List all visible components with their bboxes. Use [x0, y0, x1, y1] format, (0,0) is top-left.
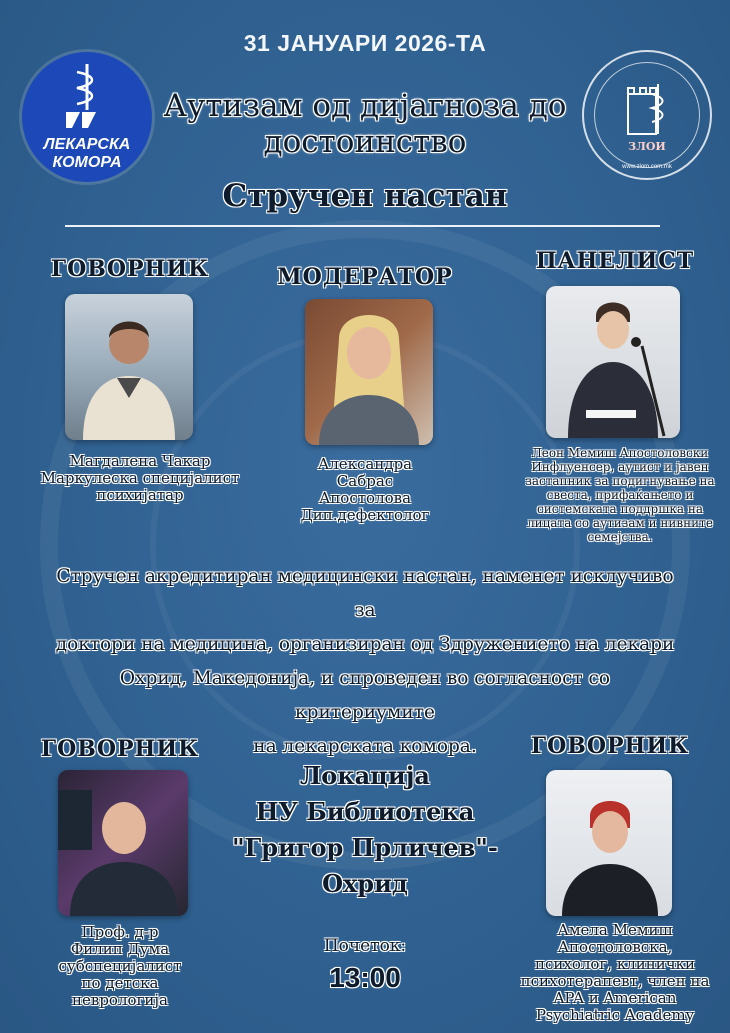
caption-line: Магдалена Чакар: [69, 452, 211, 470]
caption-line: системската поддршка на: [537, 502, 703, 516]
association-url: www.zlom.com.mk: [622, 164, 672, 170]
location-venue: НУ Библиотека: [255, 797, 475, 826]
caption-line: Леон Мемиш Апостоловски: [531, 446, 709, 460]
caption-line: Апостоловска,: [557, 938, 673, 956]
description-line: на лекарската комора.: [253, 736, 477, 757]
start-time: 13:00: [329, 962, 401, 993]
caption-line: Филип Дума: [70, 940, 170, 958]
caption-line: Дип.дефектолог: [300, 506, 430, 524]
role-speaker-3: ГОВОРНИК: [530, 733, 690, 759]
divider: [65, 225, 660, 227]
location-label: Локација: [300, 761, 430, 790]
panelist-photo: [546, 286, 680, 438]
caduceus-icon: [62, 62, 112, 132]
caption-line: Амела Мемиш: [557, 921, 673, 939]
caption-line: Проф. д-р: [81, 923, 159, 941]
start-label: Почеток:: [323, 936, 407, 956]
caption-line: субспецијалист: [58, 957, 182, 975]
association-logo: [582, 50, 712, 180]
caption-line: психијатар: [96, 486, 184, 504]
event-location: [215, 758, 515, 902]
caption-line: Инфлуенсер, аутист и јавен: [531, 460, 709, 474]
moderator-caption: [270, 456, 460, 524]
caption-line: Александра: [317, 455, 413, 473]
role-speaker-1: ГОВОРНИК: [50, 256, 210, 282]
caption-line: Апостолова: [318, 489, 412, 507]
panelist-caption: [520, 446, 720, 544]
role-speaker-2: ГОВОРНИК: [40, 736, 200, 762]
caption-line: свеста, прифаќањето и: [546, 488, 694, 502]
role-moderator: МОДЕРАТОР: [277, 264, 453, 290]
caption-line: психолог, клинички: [534, 955, 696, 973]
event-subtitle: Стручен настан: [222, 178, 508, 214]
speaker-3-photo: [546, 770, 672, 916]
location-city: "Григор Прличев"-Охрид: [232, 833, 498, 898]
logo-text-line2: КОМОРА: [52, 154, 122, 171]
medical-chamber-logo: [22, 52, 152, 182]
caption-line: семејства.: [587, 530, 653, 544]
moderator-photo: [305, 299, 433, 445]
caption-line: застапник за подигнување на: [525, 474, 715, 488]
event-date: 31 ЈАНУАРИ 2026-ТА: [243, 30, 487, 56]
caption-line: APA и American: [553, 989, 677, 1007]
logo-text-line1: ЛЕКАРСКА: [43, 136, 131, 153]
event-title: [150, 88, 580, 160]
description-line: Охрид, Македонија, и спроведен во согласност со критериумите: [119, 668, 611, 723]
caption-line: неврологија: [72, 991, 168, 1009]
caption-line: Маркулеска специјалист: [40, 469, 240, 487]
role-panelist: ПАНЕЛИСТ: [535, 248, 695, 274]
title-line2: достоинство: [263, 124, 467, 160]
association-abbr: ЗЛОИ: [628, 140, 666, 153]
description-line: доктори на медицина, организиран од Здружението на лекари: [55, 634, 675, 655]
speaker-1-caption: [40, 453, 240, 504]
tower-caduceus-icon: [622, 80, 672, 138]
title-line1: Аутизам од дијагноза до: [163, 88, 567, 124]
caption-line: лицата со аутизам и нивните: [527, 516, 713, 530]
speaker-2-caption: [30, 924, 210, 1009]
speaker-2-photo: [58, 770, 188, 916]
caption-line: Сабрас: [336, 472, 394, 490]
speaker-1-photo: [65, 294, 193, 440]
speaker-3-caption: [510, 922, 720, 1024]
description-line: Стручен акредитиран медицински настан, наменет исклучиво за: [56, 566, 674, 621]
caption-line: Psychiatric Academy: [535, 1006, 695, 1024]
caption-line: по детска: [81, 974, 159, 992]
caption-line: психотерапевт, член на: [520, 972, 710, 990]
